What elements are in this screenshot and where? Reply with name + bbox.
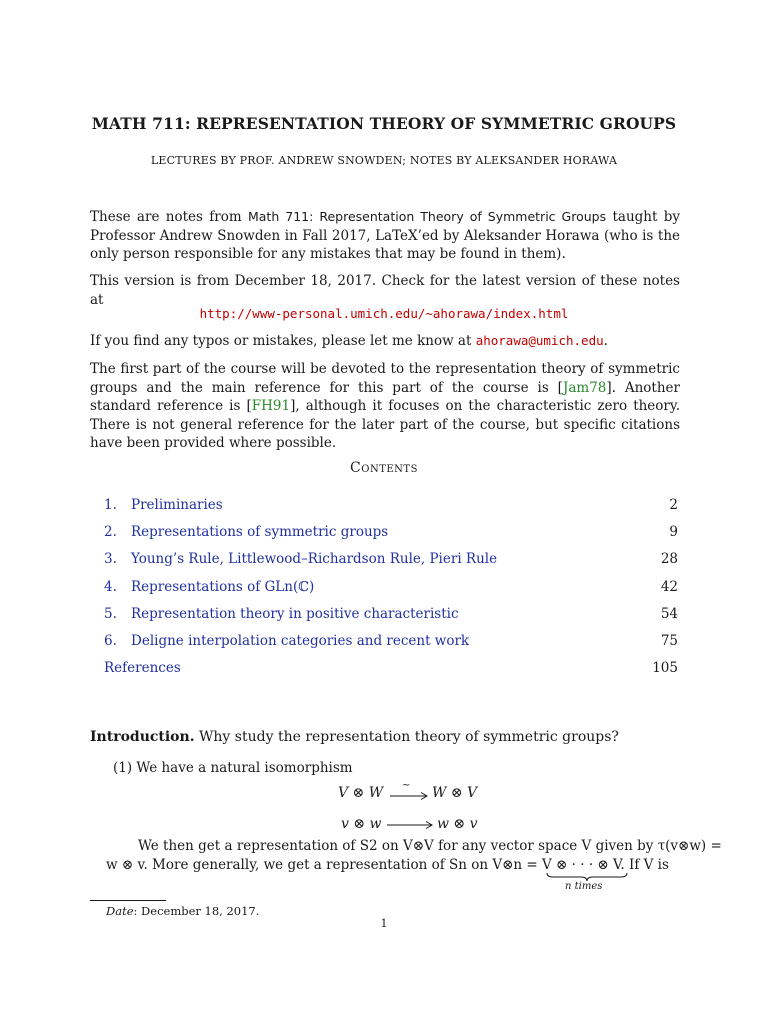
paper-authors: LECTURES BY PROF. ANDREW SNOWDEN; NOTES BY ALEKSANDER HORAWA: [150, 154, 618, 167]
p3-text-b: .: [603, 333, 608, 349]
toc-number: 6.: [104, 633, 117, 649]
introduction-text: Why study the representation theory of symmetric groups?: [194, 729, 619, 745]
toc-label[interactable]: Representations of symmetric groups: [131, 524, 389, 540]
toc-number: 3.: [104, 551, 117, 567]
toc-entry-references[interactable]: [0, 660, 768, 680]
p4-text-b: ]. Another standard reference is [: [90, 379, 680, 414]
toc-entry[interactable]: [0, 606, 768, 626]
toc-page: 42: [660, 579, 678, 595]
citation-jam78[interactable]: Jam78: [562, 379, 607, 396]
p1-text-b: taught by Professor Andrew Snowden in Fall 2017, LaTeX’ed by Aleksander Horawa (who is the only person responsible for any mistakes that may be found in them).: [90, 209, 680, 262]
toc-label[interactable]: Preliminaries: [131, 497, 223, 513]
toc-page: 75: [660, 633, 678, 649]
underbrace-label: n times: [565, 881, 603, 892]
course-paragraph: [90, 360, 680, 453]
citation-fh91[interactable]: FH91: [251, 398, 291, 414]
introduction-heading: Introduction.: [90, 729, 195, 745]
maps-to-arrow-icon: [385, 815, 435, 833]
toc-label[interactable]: Representation theory in positive characteristic: [131, 606, 459, 622]
notes-url-line: [0, 303, 768, 322]
math-v-tensor-w-elements: v ⊗ w: [341, 816, 382, 832]
toc-label[interactable]: Young’s Rule, Littlewood–Richardson Rule, Pieri Rule: [131, 551, 498, 567]
math-w-tensor-v: W ⊗ V: [432, 785, 478, 801]
p4-text-c: ], although it focuses on the characteristic zero theory. There is not general reference for the later part of the course, but specific citations have been provided where possible.: [90, 398, 681, 451]
list-item-1: (1) We have a natural isomorphism: [113, 760, 353, 776]
page-number: 1: [380, 917, 388, 930]
footnote-label: Date: [106, 904, 134, 918]
toc-entry[interactable]: [0, 551, 768, 571]
footnote: [106, 904, 259, 918]
toc-entry[interactable]: [0, 579, 768, 599]
course-name: Math 711: Representation Theory of Symmetric Groups: [247, 209, 607, 224]
p3-text-a: If you find any typos or mistakes, please let me know at: [90, 333, 476, 349]
math-v-tensor-w: V ⊗ W: [338, 785, 384, 801]
email-link[interactable]: ahorawa@umich.edu: [475, 333, 604, 348]
toc-page: 28: [660, 551, 678, 567]
math-w-tensor-v-elements: w ⊗ v: [437, 816, 478, 832]
toc-label[interactable]: References: [104, 660, 181, 676]
toc-number: 1.: [104, 497, 117, 513]
toc-page: 2: [669, 497, 678, 513]
p1-text-a: These are notes from: [90, 209, 248, 225]
isomorphism-tilde: ∼: [402, 780, 411, 791]
contents-heading: Contents: [350, 460, 418, 476]
toc-number: 5.: [104, 606, 117, 622]
notes-url-link[interactable]: http://www-personal.umich.edu/~ahorawa/index.html: [199, 306, 569, 321]
toc-page: 105: [652, 660, 678, 676]
toc-label[interactable]: Deligne interpolation categories and recent work: [131, 633, 470, 649]
toc-page: 9: [669, 524, 678, 540]
toc-page: 54: [660, 606, 678, 622]
intro-paragraph: [90, 208, 680, 264]
version-paragraph: This version is from December 18, 2017. Check for the latest version of these notes at: [90, 273, 680, 308]
toc-entry[interactable]: [0, 633, 768, 653]
toc-entry[interactable]: [0, 497, 768, 517]
toc-number: 2.: [104, 524, 117, 540]
footnote-rule: [90, 900, 166, 901]
p4-text-a: The first part of the course will be devoted to the representation theory of symmetric groups and the main reference for this part of the course is [: [90, 361, 680, 396]
item1-line1: We then get a representation of S2 on V⊗V for any vector space V given by τ(v⊗w) =: [138, 838, 722, 854]
toc-label[interactable]: Representations of GLn(ℂ): [131, 579, 315, 595]
toc-entry[interactable]: [0, 524, 768, 544]
paper-title: MATH 711: REPRESENTATION THEORY OF SYMMETRIC GROUPS: [91, 114, 677, 133]
toc-number: 4.: [104, 579, 117, 595]
introduction-line: [90, 729, 619, 745]
footnote-text: : December 18, 2017.: [133, 904, 260, 918]
typos-paragraph: [90, 332, 680, 351]
item1-line2: w ⊗ v. More generally, we get a representation of Sn on V⊗n = V ⊗ · · · ⊗ V. If V is: [106, 857, 669, 873]
